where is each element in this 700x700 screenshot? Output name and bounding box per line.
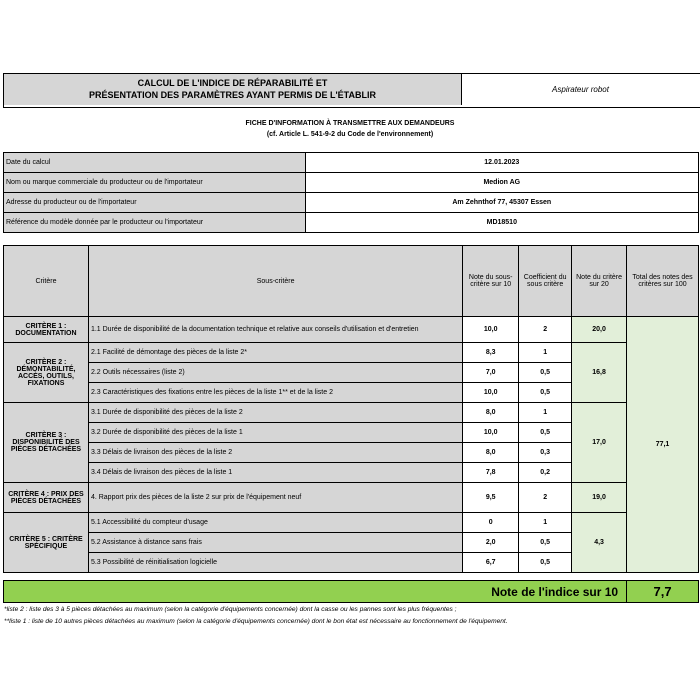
criterion-name: CRITÈRE 1 : DOCUMENTATION (4, 317, 89, 343)
subcriterion-label: 1.1 Durée de disponibilité de la documentation technique et relative aux conseils d'utilisation et d'entretien (88, 317, 462, 343)
subcriterion-label: 3.3 Délais de livraison des pièces de la liste 2 (88, 443, 462, 463)
subcriterion-note: 0 (463, 513, 519, 533)
fiche-subtitle (0, 118, 700, 140)
subcriterion-label: 5.1 Accessibilité du compteur d'usage (88, 513, 462, 533)
col-header-total: Total des notes des critères sur 100 (627, 246, 699, 317)
info-value: Am Zehnthof 77, 45307 Essen (305, 193, 698, 213)
col-header-sous-critere: Sous-critère (88, 246, 462, 317)
subcriterion-note: 6,7 (463, 553, 519, 573)
criterion-name: CRITÈRE 4 : PRIX DES PIÈCES DÉTACHÉES (4, 483, 89, 513)
subcriterion-note: 10,0 (463, 317, 519, 343)
criterion-note20: 4,3 (572, 513, 627, 573)
subcriterion-coef: 0,5 (519, 363, 572, 383)
header-box (3, 73, 700, 108)
info-value: 12.01.2023 (305, 153, 698, 173)
criterion-note20: 19,0 (572, 483, 627, 513)
subcriterion-label: 2.2 Outils nécessaires (liste 2) (88, 363, 462, 383)
subcriterion-note: 9,5 (463, 483, 519, 513)
fiche-line-1: FICHE D'INFORMATION À TRANSMETTRE AUX DEMANDEURS (245, 120, 455, 127)
col-header-note-sous: Note du sous-critère sur 10 (463, 246, 519, 317)
scores-table (3, 245, 699, 573)
info-row (4, 173, 699, 193)
subcriterion-label: 5.3 Possibilité de réinitialisation logicielle (88, 553, 462, 573)
subcriterion-coef: 2 (519, 483, 572, 513)
col-header-note20: Note du critère sur 20 (572, 246, 627, 317)
total-score: 77,1 (627, 317, 699, 573)
subcriterion-coef: 0,2 (519, 463, 572, 483)
fiche-line-2: (cf. Article L. 541-9-2 du Code de l'environnement) (266, 131, 434, 138)
info-value: MD18510 (305, 213, 698, 233)
subcriterion-note: 8,3 (463, 343, 519, 363)
subcriterion-label: 4. Rapport prix des pièces de la liste 2 sur prix de l'équipement neuf (88, 483, 462, 513)
subcriterion-coef: 0,3 (519, 443, 572, 463)
subcriterion-label: 5.2 Assistance à distance sans frais (88, 533, 462, 553)
table-header-row (4, 246, 699, 317)
info-label: Nom ou marque commerciale du producteur ou de l'importateur (4, 173, 306, 193)
subcriterion-label: 3.2 Durée de disponibilité des pièces de la liste 1 (88, 423, 462, 443)
subcriterion-note: 10,0 (463, 423, 519, 443)
criterion-note20: 20,0 (572, 317, 627, 343)
subcriterion-note: 7,0 (463, 363, 519, 383)
criterion-name: CRITÈRE 3 : DISPONIBILITÉ DES PIÈCES DÉTACHÉES (4, 403, 89, 483)
info-row (4, 213, 699, 233)
info-label: Date du calcul (4, 153, 306, 173)
final-score-value: 7,7 (627, 581, 699, 603)
subcriterion-label: 3.1 Durée de disponibilité des pièces de la liste 2 (88, 403, 462, 423)
criterion-name: CRITÈRE 5 : CRITÈRE SPÉCIFIQUE (4, 513, 89, 573)
final-score-table (3, 580, 699, 603)
criterion-name: CRITÈRE 2 : DÉMONTABILITÉ, ACCÈS, OUTILS, FIXATIONS (4, 343, 89, 403)
subcriterion-note: 8,0 (463, 403, 519, 423)
subcriterion-coef: 1 (519, 513, 572, 533)
product-type: Aspirateur robot (552, 85, 609, 94)
footnote-liste-2: *liste 2 : liste des 3 à 5 pièces détachées au maximum (selon la catégorie d'équipements concernée) dont la casse ou les pannes sont les plus fréquentes ; (4, 606, 457, 613)
info-value: Medion AG (305, 173, 698, 193)
info-label: Référence du modèle donnée par le producteur ou l'importateur (4, 213, 306, 233)
table-row (4, 403, 699, 423)
col-header-coef: Coefficient du sous critère (519, 246, 572, 317)
subcriterion-label: 2.1 Facilité de démontage des pièces de la liste 2* (88, 343, 462, 363)
subcriterion-coef: 0,5 (519, 423, 572, 443)
table-row (4, 343, 699, 363)
subcriterion-label: 3.4 Délais de livraison des pièces de la liste 1 (88, 463, 462, 483)
final-score-row (4, 581, 699, 603)
criterion-note20: 16,8 (572, 343, 627, 403)
footnote-liste-1: **liste 1 : liste de 10 autres pièces détachées au maximum (selon la catégorie d'équipements concernée) dont le bon état est nécessaire au fonctionnement de l'équipement. (4, 618, 508, 625)
subcriterion-coef: 0,5 (519, 533, 572, 553)
info-table (3, 152, 699, 233)
info-row (4, 193, 699, 213)
subcriterion-note: 8,0 (463, 443, 519, 463)
subcriterion-label: 2.3 Caractéristiques des fixations entre les pièces de la liste 1** et de la liste 2 (88, 383, 462, 403)
title-line-2: PRÉSENTATION DES PARAMÈTRES AYANT PERMIS DE L'ÉTABLIR (88, 90, 376, 100)
subcriterion-note: 2,0 (463, 533, 519, 553)
subcriterion-coef: 1 (519, 343, 572, 363)
subcriterion-coef: 1 (519, 403, 572, 423)
title-line-1: CALCUL DE L'INDICE DE RÉPARABILITÉ ET (137, 78, 328, 88)
table-row (4, 317, 699, 343)
info-row (4, 153, 699, 173)
table-row (4, 513, 699, 533)
info-label: Adresse du producteur ou de l'importateur (4, 193, 306, 213)
final-score-label: Note de l'indice sur 10 (4, 581, 627, 603)
document-title (4, 74, 462, 105)
criterion-note20: 17,0 (572, 403, 627, 483)
subcriterion-coef: 0,5 (519, 383, 572, 403)
table-row (4, 483, 699, 513)
subcriterion-note: 7,8 (463, 463, 519, 483)
col-header-critere: Critère (4, 246, 89, 317)
subcriterion-coef: 2 (519, 317, 572, 343)
subcriterion-note: 10,0 (463, 383, 519, 403)
subcriterion-coef: 0,5 (519, 553, 572, 573)
